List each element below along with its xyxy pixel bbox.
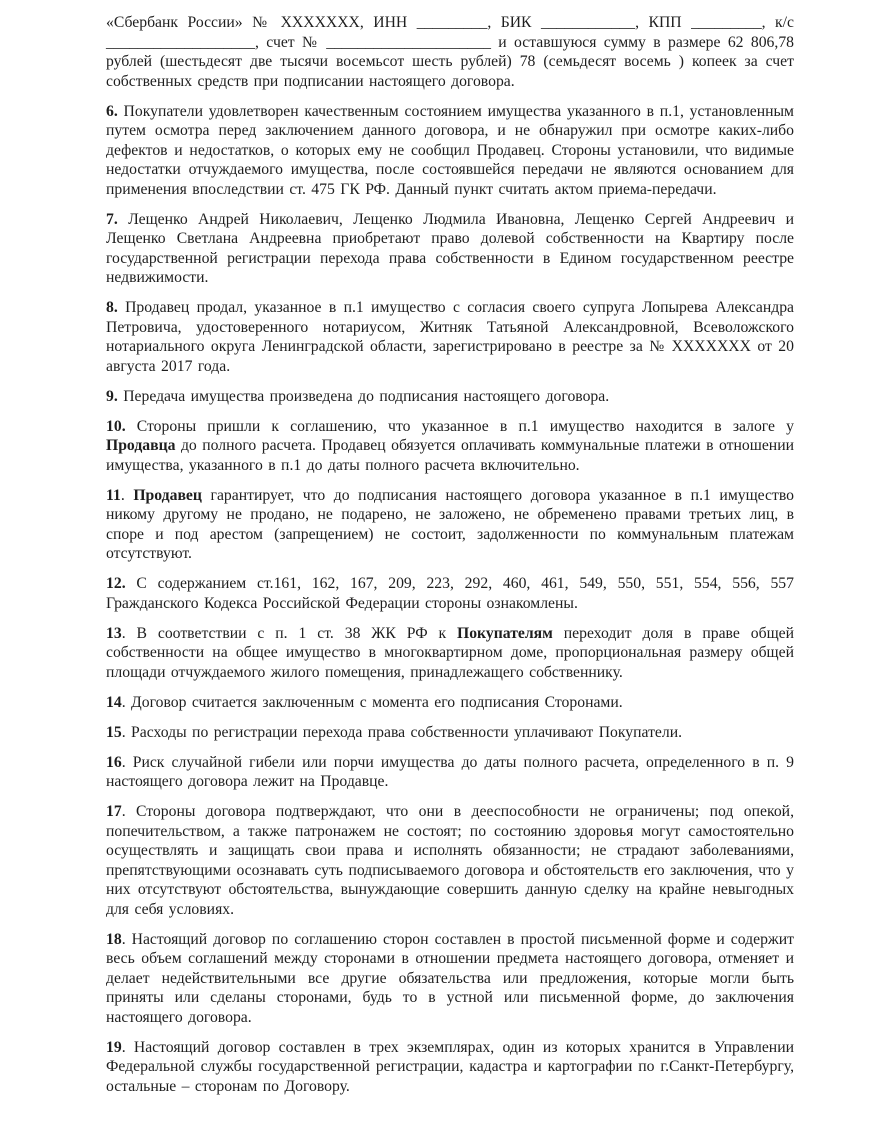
text-run: гарантирует, что до подписания настоящего договора указанное в п.1 имущество никому другому не продано, не подарено, не заложено, не обременено правами третьих лиц, в споре и под арестом (запрещением) не состоит, задолженности по коммунальным платежам отсутствуют. bbox=[106, 486, 794, 562]
clause-13 bbox=[106, 624, 794, 683]
clause-10 bbox=[106, 417, 794, 476]
clause-7 bbox=[106, 210, 794, 288]
text-run: С содержанием ст.161, 162, 167, 209, 223, 292, 460, 461, 549, 550, 551, 554, 556, 557 Гражданского Кодекса Российской Федерации стороны ознакомлены. bbox=[106, 575, 794, 612]
clause-payment-continuation bbox=[106, 13, 794, 91]
clause-11 bbox=[106, 486, 794, 564]
bold-text-run: 12. bbox=[106, 575, 126, 592]
clause-8 bbox=[106, 298, 794, 376]
clause-16 bbox=[106, 753, 794, 792]
text-run: . Расходы по регистрации перехода права собственности уплачивают Покупатели. bbox=[121, 723, 683, 741]
text-run: до полного расчета. Продавец обязуется оплачивать коммунальные платежи в отношении имущества, указанного в п.1 до даты полного расчета включительно. bbox=[106, 437, 794, 474]
text-run: Покупатели удовлетворен качественным состоянием имущества указанного в п.1, установленным путем осмотра перед заключением данного договора, и не обнаружил при осмотре каких-либо дефектов и недостатков, о которых ему не сообщил Продавец. Стороны установили, что видимые недостатки отчуждаемого имущества, после состоявшейся передачи не являются основанием для применения впоследствии ст. 475 ГК РФ. Данный пункт считать актом приема-передачи. bbox=[106, 102, 794, 198]
bold-text-run: Продавца bbox=[106, 437, 176, 454]
text-run: . В соответствии с п. 1 ст. 38 ЖК РФ к bbox=[121, 624, 458, 642]
text-run: Лещенко Андрей Николаевич, Лещенко Людмила Ивановна, Лещенко Сергей Андреевич и Лещенко Светлана Андреевна приобретают право долевой собственности на Квартиру после государственной регистрации перехода права собственности в Едином государственном реестре недвижимости. bbox=[106, 210, 794, 286]
contract-body bbox=[106, 13, 794, 1096]
clause-19 bbox=[106, 1038, 794, 1097]
bold-text-run: 9. bbox=[106, 387, 118, 405]
bold-text-run: 11 bbox=[106, 486, 121, 504]
text-run: . Настоящий договор по соглашению сторон составлен в простой письменной форме и содержит весь объем соглашений между сторонами в отношении предмета настоящего договора, отменяет и делает недействительными все другие обязательства или предложения, которые могли быть приняты или сделаны сторонами, будь то в устной или письменной форме, до заключения настоящего договора. bbox=[106, 930, 794, 1026]
text-run: . Риск случайной гибели или порчи имущества до даты полного расчета, определенного в п. 9 настоящего договора лежит на Продавце. bbox=[106, 753, 794, 790]
text-run: Передача имущества произведена до подписания настоящего договора. bbox=[117, 387, 610, 405]
clause-15 bbox=[106, 723, 794, 743]
text-run: . Настоящий договор составлен в трех экземплярах, один из которых хранится в Управлении Федеральной службы государственной регистрации, кадастра и картографии по г.Санкт-Петербургу, остальные – сторонам по Договору. bbox=[106, 1038, 794, 1095]
bold-text-run: 8. bbox=[106, 299, 118, 316]
bold-text-run: 6. bbox=[106, 102, 118, 120]
bold-text-run: 18 bbox=[106, 930, 122, 948]
bold-text-run: 16 bbox=[106, 753, 122, 771]
bold-text-run: 10. bbox=[106, 417, 126, 435]
clause-6 bbox=[106, 102, 794, 200]
text-run: Стороны пришли к соглашению, что указанное в п.1 имущество находится в залоге у bbox=[125, 417, 794, 435]
clause-17 bbox=[106, 802, 794, 919]
text-run: . Стороны договора подтверждают, что они в дееспособности не ограничены; под опекой, попечительством, а также патронажем не состоят; по состоянию здоровья могут самостоятельно осуществлять и защищать свои права и исполнять обязанности; не страдают заболеваниями, препятствующими осознавать суть подписываемого договора и обстоятельств его заключения, что у них отсутствуют обстоятельства, вынуждающие совершить данную сделку на крайне невыгодных для себя условиях. bbox=[106, 803, 794, 918]
bold-text-run: 17 bbox=[106, 803, 122, 820]
text-run: . Договор считается заключенным с момента его подписания Сторонами. bbox=[121, 693, 623, 711]
text-run: Продавец продал, указанное в п.1 имущество с согласия своего супруга Лопырева Александра Петровича, удостоверенного нотариусом, Житняк Татьяной Александровной, Всеволожского нотариального округа Ленинградской области, зарегистрировано в реестре за № XXXXXXX от 20 августа 2017 года. bbox=[106, 299, 794, 375]
bold-text-run: 13 bbox=[106, 624, 122, 642]
text-run: рублей (шестьдесят две тысячи восемьсот шесть рублей) 78 (семьдесят восемь ) копеек за счет собственных средств при подписании настоящего договора. bbox=[106, 53, 794, 90]
clause-18 bbox=[106, 930, 794, 1028]
bold-text-run: Продавец bbox=[133, 486, 202, 504]
text-run: 62 806,78 bbox=[727, 33, 794, 51]
clause-14 bbox=[106, 693, 794, 713]
bold-text-run: 14 bbox=[106, 693, 122, 711]
bold-text-run: Покупателям bbox=[457, 624, 553, 642]
bold-text-run: 7. bbox=[106, 210, 118, 228]
clause-9 bbox=[106, 387, 794, 407]
bold-text-run: 15 bbox=[106, 723, 122, 741]
text-run: «Сбербанк России» № XXXXXXX, ИНН _________, БИК ____________, КПП _________, к/с ___________________, счет № _____________________ и оставшуюся сумму в размере bbox=[106, 14, 794, 51]
clause-12 bbox=[106, 574, 794, 613]
text-run: переходит доля в праве общей собственности на общее имущество в многоквартирном доме, пропорциональная размеру общей площади отчуждаемого жилого помещения, принадлежащего собственнику. bbox=[106, 624, 795, 681]
bold-text-run: 19 bbox=[106, 1038, 122, 1056]
text-run: . bbox=[120, 486, 134, 504]
